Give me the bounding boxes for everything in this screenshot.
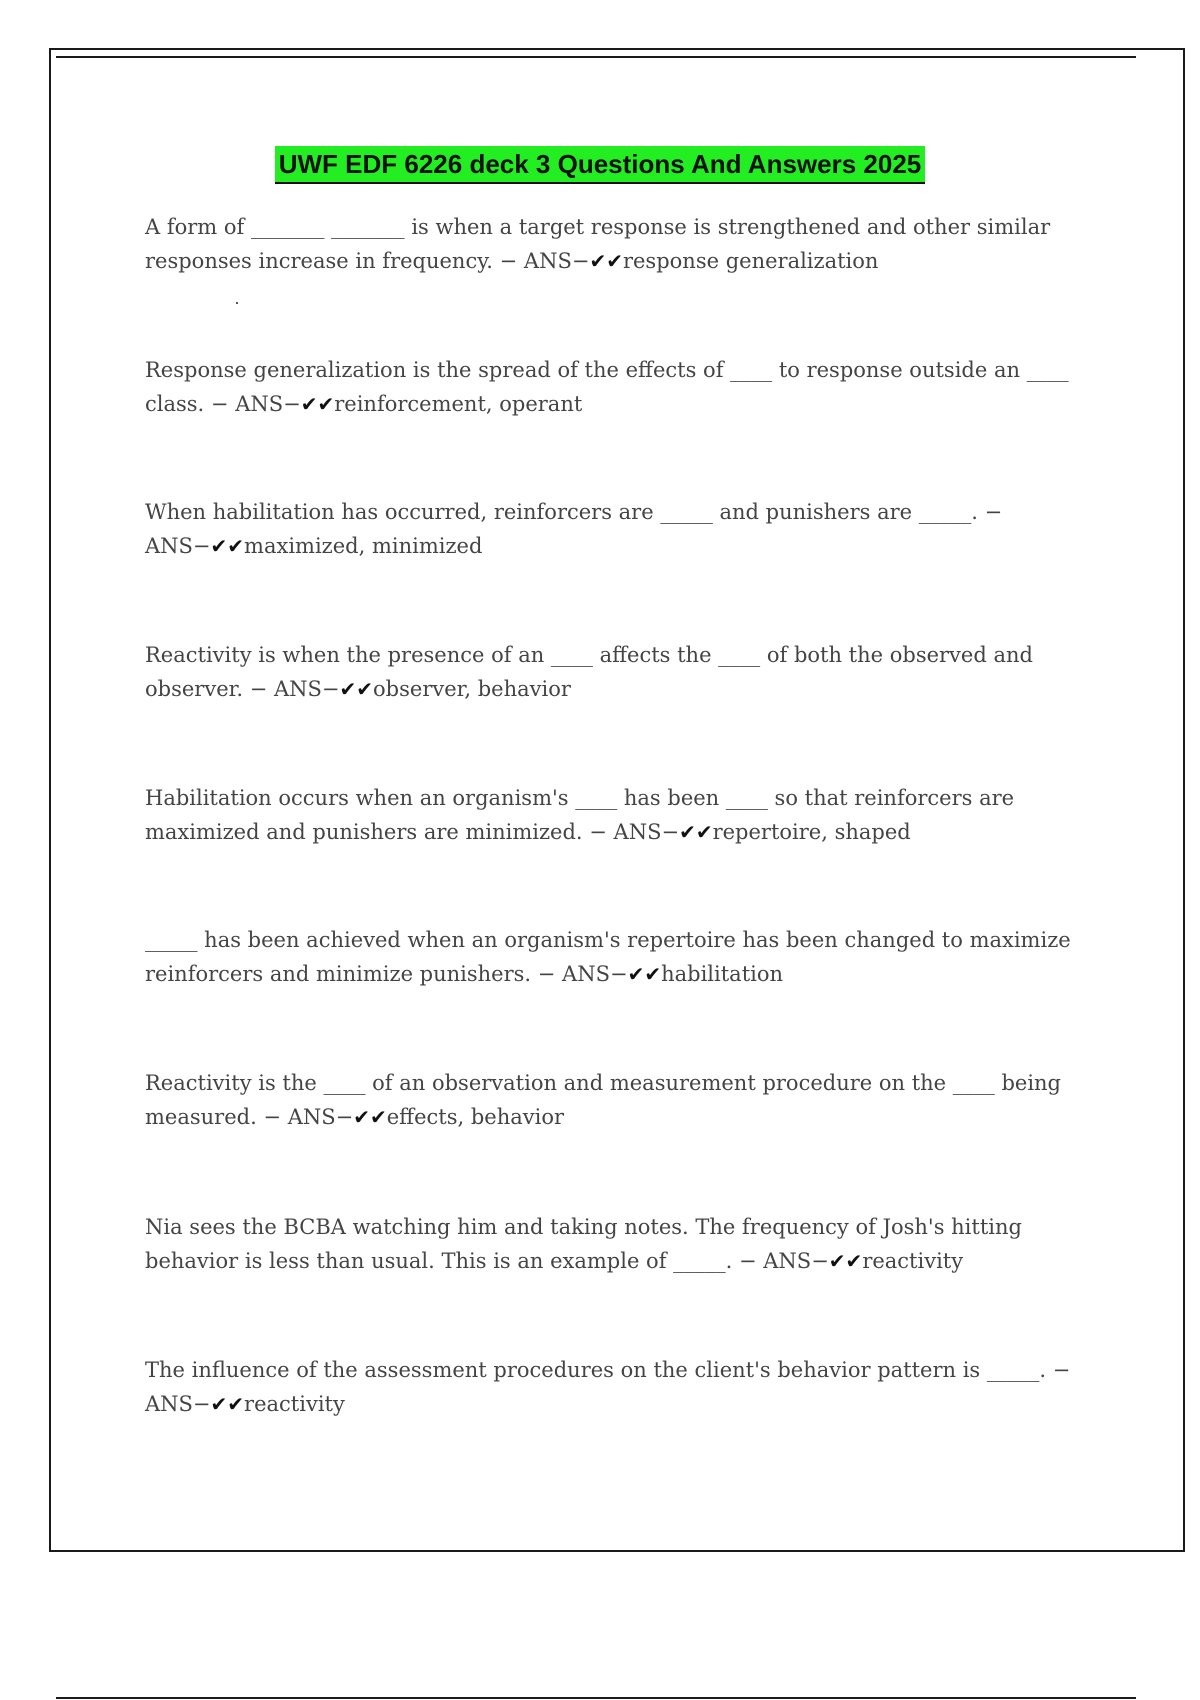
answer-prefix: ANS− [273, 677, 340, 701]
title-container [0, 146, 1200, 184]
answer-text: reactivity [244, 1392, 345, 1416]
answer-prefix: ANS− [562, 962, 628, 986]
qa-item-8 [145, 1210, 1085, 1278]
question-text: A form of _______ _______ is when a target response is strengthened and other similar responses increase in frequency. − [145, 215, 1051, 273]
check-marks-icon: ✔✔ [339, 677, 374, 701]
qa-item-2 [145, 353, 1085, 421]
bottom-rule [56, 1697, 1136, 1699]
qa-item-5 [145, 781, 1085, 849]
answer-prefix: ANS− [235, 392, 301, 416]
document-title: UWF EDF 6226 deck 3 Questions And Answers 2025 [275, 146, 926, 184]
question-text: Response generalization is the spread of the effects of ____ to response outside an ____ class. − [145, 358, 1069, 416]
check-marks-icon: ✔✔ [679, 820, 713, 844]
answer-prefix: ANS− [145, 534, 211, 558]
question-text: Reactivity is the ____ of an observation and measurement procedure on the ____ being measured. − [145, 1071, 1062, 1129]
answer-prefix: ANS− [145, 1392, 211, 1416]
check-marks-icon: ✔✔ [589, 249, 623, 273]
question-text: Reactivity is when the presence of an ____ affects the ____ of both the observed and observer. − [145, 643, 1033, 701]
answer-text: response generalization [622, 249, 879, 273]
answer-text: reactivity [862, 1249, 964, 1273]
check-marks-icon: ✔✔ [210, 534, 245, 558]
answer-text: reinforcement, operant [334, 392, 583, 416]
answer-text: effects, behavior [386, 1105, 565, 1129]
qa-item-6 [145, 923, 1085, 991]
stray-dot [236, 302, 238, 304]
question-text: Nia sees the BCBA watching him and taking notes. The frequency of Josh's hitting behavior is less than usual. This is an example of _____. − [145, 1215, 1022, 1273]
qa-item-4 [145, 638, 1085, 706]
qa-item-3 [145, 495, 1085, 563]
qa-item-9 [145, 1353, 1085, 1421]
answer-prefix: ANS− [523, 249, 590, 273]
qa-item-1 [145, 210, 1085, 278]
qa-item-7 [145, 1066, 1085, 1134]
answer-prefix: ANS− [613, 820, 680, 844]
question-text: Habilitation occurs when an organism's ____ has been ____ so that reinforcers are maximized and punishers are minimized. − [145, 786, 1015, 844]
top-rule [56, 56, 1136, 58]
answer-text: maximized, minimized [244, 534, 483, 558]
answer-text: observer, behavior [373, 677, 571, 701]
answer-prefix: ANS− [287, 1105, 354, 1129]
check-marks-icon: ✔✔ [300, 392, 335, 416]
answer-text: repertoire, shaped [712, 820, 911, 844]
check-marks-icon: ✔✔ [210, 1392, 245, 1416]
question-text: The influence of the assessment procedures on the client's behavior pattern is _____. − [145, 1358, 1071, 1382]
question-text: _____ has been achieved when an organism's repertoire has been changed to maximize reinforcers and minimize punishers. − [145, 928, 1071, 986]
question-text: When habilitation has occurred, reinforcers are _____ and punishers are _____. − [145, 500, 1003, 524]
check-marks-icon: ✔✔ [828, 1249, 863, 1273]
answer-text: habilitation [661, 962, 784, 986]
check-marks-icon: ✔✔ [353, 1105, 387, 1129]
answer-prefix: ANS− [763, 1249, 829, 1273]
check-marks-icon: ✔✔ [627, 962, 662, 986]
